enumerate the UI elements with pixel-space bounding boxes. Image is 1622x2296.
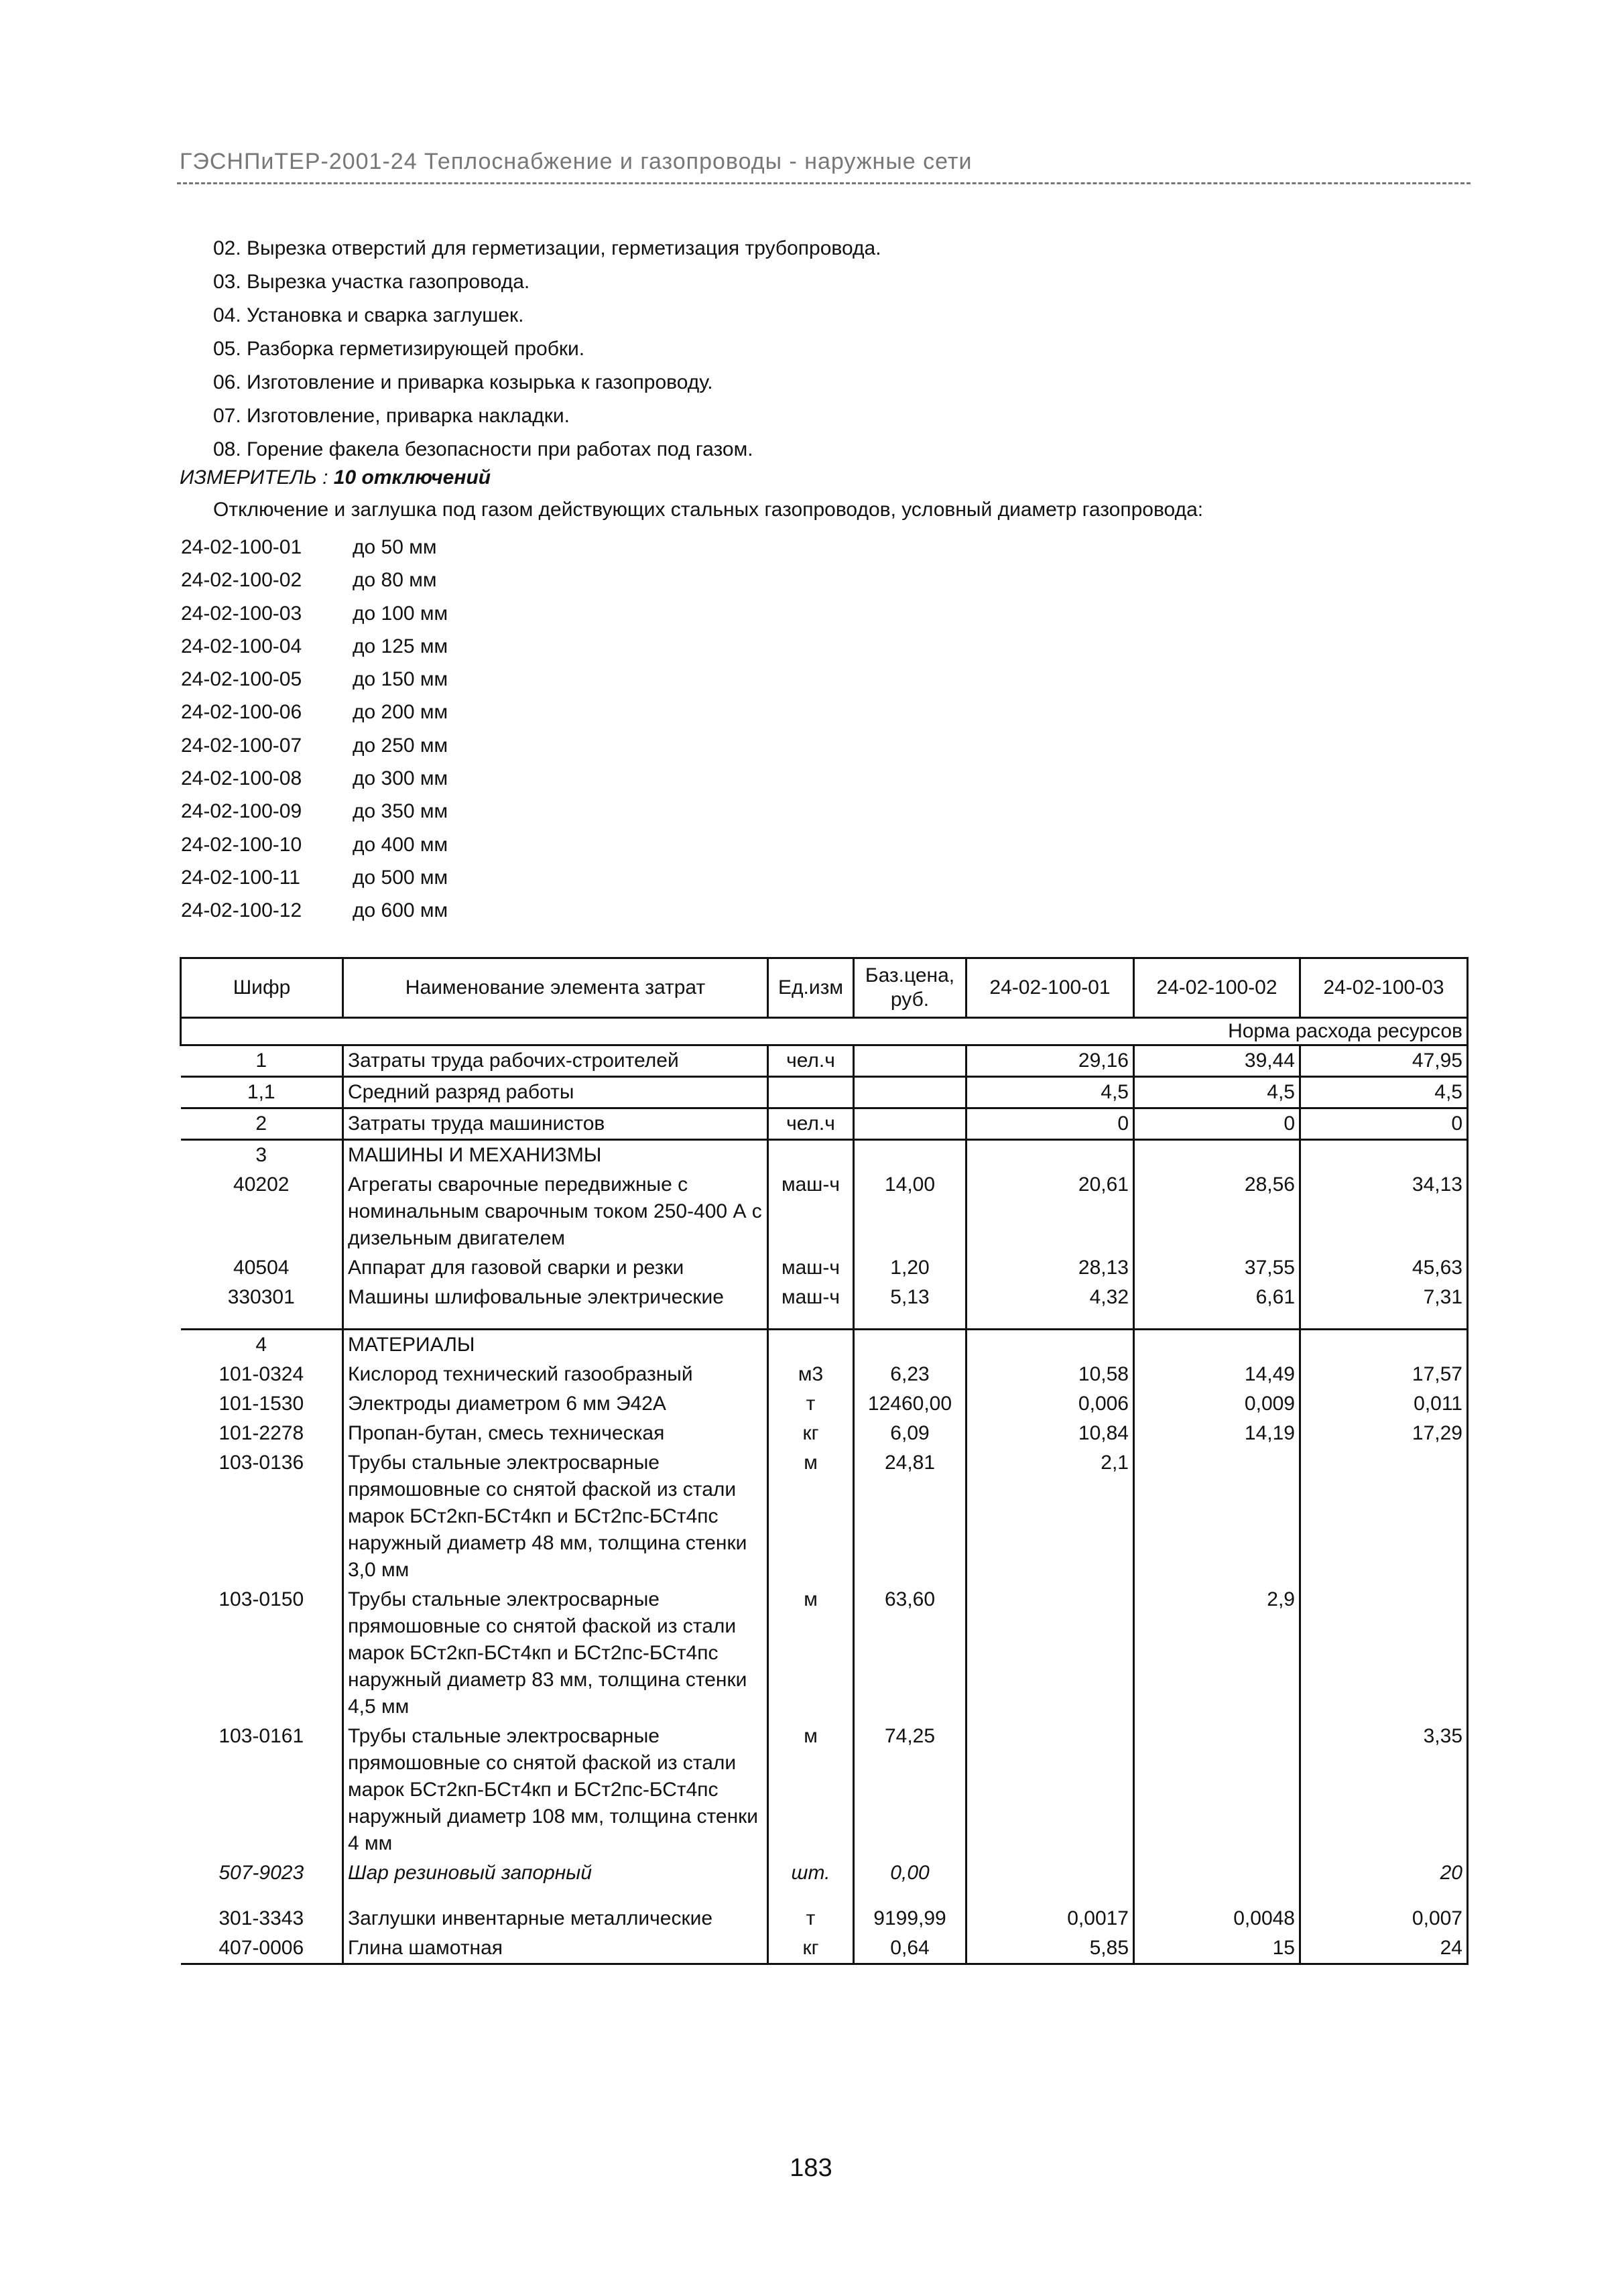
cell-v2: 2,9 xyxy=(1134,1585,1300,1722)
cell-v2: 0,009 xyxy=(1134,1389,1300,1419)
cell-price xyxy=(854,1077,966,1108)
cell-unit: т xyxy=(768,1389,854,1419)
cell-unit: маш-ч xyxy=(768,1170,854,1253)
cell-unit: маш-ч xyxy=(768,1283,854,1312)
table-row xyxy=(181,1904,1468,1933)
cell-v1: 5,85 xyxy=(966,1933,1134,1964)
code-list-item xyxy=(181,795,448,828)
code-list-item xyxy=(181,729,448,762)
cell-v2 xyxy=(1134,1722,1300,1858)
cell-price xyxy=(854,1140,966,1171)
cell-name: Электроды диаметром 6 мм Э42А xyxy=(343,1389,768,1419)
cell-name: Глина шамотная xyxy=(343,1933,768,1964)
measure-unit-label: ИЗМЕРИТЕЛЬ : xyxy=(180,466,328,489)
spacer-cell xyxy=(1134,1312,1300,1330)
code-id: 24-02-100-12 xyxy=(181,899,302,922)
cell-v3: 3,35 xyxy=(1300,1722,1468,1858)
cell-price: 63,60 xyxy=(854,1585,966,1722)
cell-name: Агрегаты сварочные передвижные с номинальным сварочным током 250-400 А с дизельным двигателем xyxy=(343,1170,768,1253)
cell-v3: 0 xyxy=(1300,1108,1468,1140)
spacer-cell xyxy=(1300,1888,1468,1904)
table-row xyxy=(181,1045,1468,1077)
spacer-cell xyxy=(966,1888,1134,1904)
cell-price: 6,09 xyxy=(854,1419,966,1448)
cell-name: МАТЕРИАЛЫ xyxy=(343,1330,768,1360)
code-id: 24-02-100-05 xyxy=(181,668,302,691)
code-list-item xyxy=(181,630,448,663)
cell-price: 24,81 xyxy=(854,1448,966,1585)
cell-code: 40202 xyxy=(233,1173,290,1196)
code-list-item xyxy=(181,696,448,728)
code-description: до 350 мм xyxy=(353,800,448,823)
cell-unit xyxy=(768,1330,854,1360)
code-description: до 250 мм xyxy=(353,734,448,757)
cell-price: 1,20 xyxy=(854,1253,966,1283)
codes-intro: Отключение и заглушка под газом действующих стальных газопроводов, условный диаметр газопровода: xyxy=(213,499,1204,521)
code-list-item xyxy=(181,597,448,630)
cell-unit: маш-ч xyxy=(768,1253,854,1283)
code-list-item xyxy=(181,663,448,696)
cell-v1: 0,006 xyxy=(966,1389,1134,1419)
cell-unit: т xyxy=(768,1904,854,1933)
code-description: до 600 мм xyxy=(353,899,448,922)
cell-code: 330301 xyxy=(227,1286,295,1308)
cell-price: 0,00 xyxy=(854,1858,966,1888)
cell-v3 xyxy=(1300,1448,1468,1585)
cell-v3: 47,95 xyxy=(1300,1045,1468,1077)
cell-code: 103-0150 xyxy=(219,1588,304,1610)
spacer-cell xyxy=(181,1888,343,1904)
table-row xyxy=(181,1419,1468,1448)
cell-v1 xyxy=(966,1722,1134,1858)
cell-v2 xyxy=(1134,1140,1300,1171)
code-list-item xyxy=(181,861,448,894)
cell-name: Затраты труда рабочих-строителей xyxy=(343,1045,768,1077)
work-step: 05. Разборка герметизирующей пробки. xyxy=(213,338,585,360)
cell-v3: 4,5 xyxy=(1300,1077,1468,1108)
cell-v1: 20,61 xyxy=(966,1170,1134,1253)
code-list-item xyxy=(181,564,448,596)
spacer-cell xyxy=(966,1312,1134,1330)
spacer-cell xyxy=(854,1312,966,1330)
cell-v1: 28,13 xyxy=(966,1253,1134,1283)
cell-unit: м xyxy=(768,1722,854,1858)
spacer-cell xyxy=(1300,1312,1468,1330)
cell-price xyxy=(854,1330,966,1360)
code-id: 24-02-100-04 xyxy=(181,635,302,657)
code-description: до 400 мм xyxy=(353,833,448,856)
code-id: 24-02-100-11 xyxy=(181,866,300,889)
table-row xyxy=(181,1448,1468,1585)
cell-name: Кислород технический газообразный xyxy=(343,1360,768,1389)
code-id: 24-02-100-10 xyxy=(181,833,302,856)
cell-name: Машины шлифовальные электрические xyxy=(343,1283,768,1312)
cell-code: 101-0324 xyxy=(219,1363,304,1385)
table-row xyxy=(181,1722,1468,1858)
header-v1: 24-02-100-01 xyxy=(966,958,1134,1018)
table-row xyxy=(181,1360,1468,1389)
table-row xyxy=(181,1330,1468,1360)
cell-price xyxy=(854,1108,966,1140)
work-step: 08. Горение факела безопасности при работах под газом. xyxy=(213,438,753,460)
cell-name: Пропан-бутан, смесь техническая xyxy=(343,1419,768,1448)
norm-label: Норма расхода ресурсов xyxy=(181,1018,1468,1045)
cell-v2: 6,61 xyxy=(1134,1283,1300,1312)
cell-name: Трубы стальные электросварные прямошовные со снятой фаской из стали марок БСт2кп-БСт4кп и БСт2пс-БСт4пс наружный диаметр 108 мм, толщина стенки 4 мм xyxy=(343,1722,768,1858)
cell-v1: 0,0017 xyxy=(966,1904,1134,1933)
cell-v3: 17,29 xyxy=(1300,1419,1468,1448)
cell-price: 12460,00 xyxy=(854,1389,966,1419)
cell-v2: 15 xyxy=(1134,1933,1300,1964)
code-id: 24-02-100-09 xyxy=(181,800,302,823)
cell-name: МАШИНЫ И МЕХАНИЗМЫ xyxy=(343,1140,768,1171)
cell-name: Затраты труда машинистов xyxy=(343,1108,768,1140)
spacer-cell xyxy=(343,1888,768,1904)
cell-v1 xyxy=(966,1858,1134,1888)
cell-code: 407-0006 xyxy=(181,1933,343,1964)
cell-v1: 29,16 xyxy=(966,1045,1134,1077)
code-list-item xyxy=(181,762,448,795)
table-row xyxy=(181,1933,1468,1964)
page-number: 183 xyxy=(790,2154,832,2182)
code-id: 24-02-100-03 xyxy=(181,602,302,625)
cell-price: 5,13 xyxy=(854,1283,966,1312)
cell-v1: 10,58 xyxy=(966,1360,1134,1389)
cell-unit: кг xyxy=(768,1933,854,1964)
code-description: до 100 мм xyxy=(353,602,448,625)
cell-v1: 4,5 xyxy=(966,1077,1134,1108)
work-step: 04. Установка и сварка заглушек. xyxy=(213,304,524,326)
spacer-cell xyxy=(181,1312,343,1330)
cell-code: 101-2278 xyxy=(219,1422,304,1444)
cell-unit: шт. xyxy=(768,1858,854,1888)
cell-unit: м3 xyxy=(768,1360,854,1389)
table-row xyxy=(181,1585,1468,1722)
cell-name: Шар резиновый запорный xyxy=(343,1858,768,1888)
header-name: Наименование элемента затрат xyxy=(343,958,768,1018)
code-id: 24-02-100-02 xyxy=(181,569,302,592)
code-list-item xyxy=(181,894,448,927)
cell-v2: 0,0048 xyxy=(1134,1904,1300,1933)
spacer-cell xyxy=(768,1312,854,1330)
cell-v2: 37,55 xyxy=(1134,1253,1300,1283)
cell-v2 xyxy=(1134,1330,1300,1360)
cell-code: 301-3343 xyxy=(219,1907,304,1929)
measure-unit-value: 10 отключений xyxy=(333,466,491,489)
work-step: 02. Вырезка отверстий для герметизации, герметизация трубопровода. xyxy=(213,237,881,259)
cell-v2: 28,56 xyxy=(1134,1170,1300,1253)
cell-price: 9199,99 xyxy=(854,1904,966,1933)
cell-name: Средний разряд работы xyxy=(343,1077,768,1108)
cell-v2: 14,19 xyxy=(1134,1419,1300,1448)
cell-v3: 20 xyxy=(1300,1858,1468,1888)
table-row xyxy=(181,1253,1468,1283)
cell-v3: 0,007 xyxy=(1300,1904,1468,1933)
cell-code: 1 xyxy=(255,1049,267,1072)
cell-code: 507-9023 xyxy=(219,1862,304,1884)
cell-code: 2 xyxy=(181,1108,343,1140)
cell-price: 74,25 xyxy=(854,1722,966,1858)
cell-v3 xyxy=(1300,1140,1468,1171)
running-header: ГЭСНПиТЕР-2001-24 Теплоснабжение и газопроводы - наружные сети xyxy=(180,149,973,174)
cell-unit xyxy=(768,1140,854,1171)
cell-unit: чел.ч xyxy=(768,1045,854,1077)
resource-rows xyxy=(181,1045,1468,1964)
cell-v3 xyxy=(1300,1585,1468,1722)
cell-code: 1,1 xyxy=(181,1077,343,1108)
measure-unit-line xyxy=(180,466,491,489)
section-spacer xyxy=(181,1312,1468,1330)
cell-v1: 0 xyxy=(966,1108,1134,1140)
cell-v3: 17,57 xyxy=(1300,1360,1468,1389)
work-step: 06. Изготовление и приварка козырька к газопроводу. xyxy=(213,371,713,393)
cell-price: 6,23 xyxy=(854,1360,966,1389)
cell-v2: 14,49 xyxy=(1134,1360,1300,1389)
cell-v2: 4,5 xyxy=(1134,1077,1300,1108)
cell-v1 xyxy=(966,1585,1134,1722)
header-unit: Ед.изм xyxy=(768,958,854,1018)
code-list-item xyxy=(181,828,448,861)
cell-name: Трубы стальные электросварные прямошовные со снятой фаской из стали марок БСт2кп-БСт4кп и БСт2пс-БСт4пс наружный диаметр 48 мм, толщина стенки 3,0 мм xyxy=(343,1448,768,1585)
resource-table xyxy=(180,957,1469,1965)
cell-v3: 7,31 xyxy=(1300,1283,1468,1312)
code-description: до 50 мм xyxy=(353,536,437,558)
header-v2: 24-02-100-02 xyxy=(1134,958,1300,1018)
cell-unit: чел.ч xyxy=(768,1108,854,1140)
cell-code: 101-1530 xyxy=(219,1393,304,1415)
header-v3: 24-02-100-03 xyxy=(1300,958,1468,1018)
spacer-cell xyxy=(1134,1888,1300,1904)
cell-price xyxy=(854,1045,966,1077)
cell-name: Аппарат для газовой сварки и резки xyxy=(343,1253,768,1283)
cell-v3 xyxy=(1300,1330,1468,1360)
spacer-cell xyxy=(854,1888,966,1904)
table-row xyxy=(181,1283,1468,1312)
cell-name: Трубы стальные электросварные прямошовные со снятой фаской из стали марок БСт2кп-БСт4кп и БСт2пс-БСт4пс наружный диаметр 83 мм, толщина стенки 4,5 мм xyxy=(343,1585,768,1722)
code-description: до 150 мм xyxy=(353,668,448,691)
header-code: Шифр xyxy=(181,958,343,1018)
cell-v2: 0 xyxy=(1134,1108,1300,1140)
cell-code: 103-0161 xyxy=(219,1725,304,1747)
header-price: Баз.цена, руб. xyxy=(854,958,966,1018)
cell-v1: 10,84 xyxy=(966,1419,1134,1448)
cell-code: 40504 xyxy=(233,1257,290,1279)
work-step: 07. Изготовление, приварка накладки. xyxy=(213,405,570,427)
spacer-cell xyxy=(768,1888,854,1904)
table-row xyxy=(181,1140,1468,1171)
table-row xyxy=(181,1389,1468,1419)
code-list-item xyxy=(181,531,448,564)
cell-v2: 39,44 xyxy=(1134,1045,1300,1077)
cell-unit: м xyxy=(768,1448,854,1585)
cell-v2 xyxy=(1134,1858,1300,1888)
code-description: до 500 мм xyxy=(353,866,448,889)
cell-v1: 4,32 xyxy=(966,1283,1134,1312)
code-description: до 125 мм xyxy=(353,635,448,657)
cell-v1 xyxy=(966,1140,1134,1171)
table-row xyxy=(181,1858,1468,1888)
cell-price: 0,64 xyxy=(854,1933,966,1964)
cell-code: 4 xyxy=(181,1330,343,1360)
work-step: 03. Вырезка участка газопровода. xyxy=(213,271,530,293)
cell-price: 14,00 xyxy=(854,1170,966,1253)
header-divider xyxy=(177,182,1471,184)
row-spacer xyxy=(181,1888,1468,1904)
cell-v2 xyxy=(1134,1448,1300,1585)
work-steps-list xyxy=(213,232,881,466)
cell-v1 xyxy=(966,1330,1134,1360)
code-id: 24-02-100-07 xyxy=(181,734,302,757)
cell-v1: 2,1 xyxy=(966,1448,1134,1585)
cell-unit xyxy=(768,1077,854,1108)
code-id: 24-02-100-01 xyxy=(181,536,302,558)
code-description: до 80 мм xyxy=(353,569,437,592)
code-list xyxy=(181,531,448,928)
cell-unit: м xyxy=(768,1585,854,1722)
cell-code: 3 xyxy=(181,1140,343,1171)
norm-row xyxy=(181,1018,1468,1045)
table-row xyxy=(181,1077,1468,1108)
code-description: до 200 мм xyxy=(353,701,448,724)
table-header-row xyxy=(181,958,1468,1018)
cell-v3: 34,13 xyxy=(1300,1170,1468,1253)
code-id: 24-02-100-08 xyxy=(181,767,302,790)
cell-v3: 0,011 xyxy=(1300,1389,1468,1419)
table-row xyxy=(181,1170,1468,1253)
spacer-cell xyxy=(343,1312,768,1330)
cell-v3: 45,63 xyxy=(1300,1253,1468,1283)
code-id: 24-02-100-06 xyxy=(181,701,302,724)
cell-v3: 24 xyxy=(1300,1933,1468,1964)
cell-unit: кг xyxy=(768,1419,854,1448)
cell-code: 103-0136 xyxy=(219,1452,304,1474)
cell-name: Заглушки инвентарные металлические xyxy=(343,1904,768,1933)
table-row xyxy=(181,1108,1468,1140)
code-description: до 300 мм xyxy=(353,767,448,790)
